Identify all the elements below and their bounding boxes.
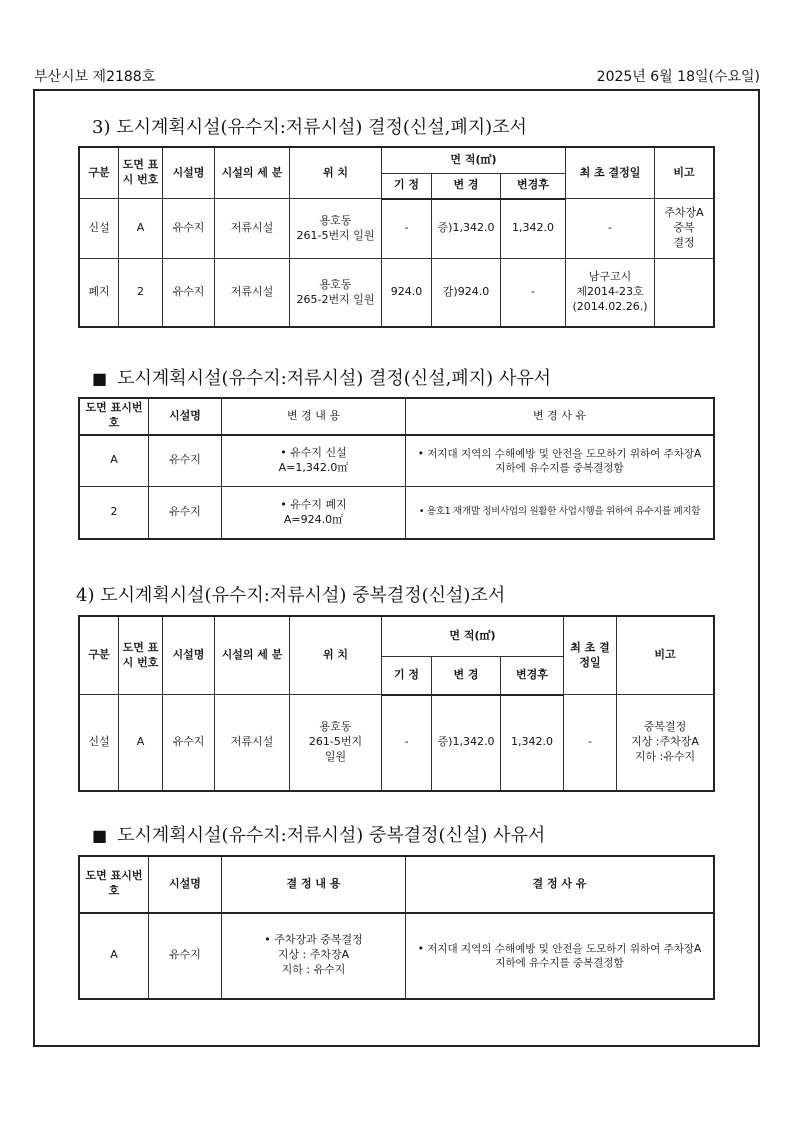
cell-after: 1,342.0 bbox=[501, 199, 566, 259]
cell-reason: • 저지대 지역의 수해예방 및 안전을 도모하기 위하여 주차장A 지하에 유수지를 중복결정함 bbox=[406, 913, 714, 999]
cell-class: 저류시설 bbox=[215, 695, 290, 791]
cell-existing: - bbox=[382, 199, 432, 259]
header-name: 시설명 bbox=[163, 617, 215, 695]
header-change: 변 경 bbox=[432, 174, 501, 199]
cell-remark: 주차장A 중복 결정 bbox=[655, 199, 714, 259]
header-name: 시설명 bbox=[149, 857, 222, 913]
header-initial: 최 초 결정일 bbox=[564, 617, 617, 695]
header-remark: 비고 bbox=[617, 617, 714, 695]
cell-no: A bbox=[119, 695, 163, 791]
header-remark: 비고 bbox=[655, 148, 714, 199]
cell-change: 증)1,342.0 bbox=[432, 199, 501, 259]
header-name: 시설명 bbox=[149, 399, 222, 435]
header-area: 면 적(㎡) bbox=[382, 617, 564, 657]
section3-reason-table bbox=[79, 398, 714, 539]
section3-table bbox=[79, 147, 714, 327]
cell-gubun: 폐지 bbox=[80, 259, 119, 327]
cell-content: • 주차장과 중복결정 지상 : 주차장A 지하 : 유수지 bbox=[222, 913, 406, 999]
cell-after: 1,342.0 bbox=[501, 695, 564, 791]
section4-reason-table bbox=[79, 856, 714, 999]
cell-no: 2 bbox=[119, 259, 163, 327]
cell-existing: 924.0 bbox=[382, 259, 432, 327]
cell-initial: 남구고시 제2014-23호 (2014.02.26.) bbox=[566, 259, 655, 327]
cell-name: 유수지 bbox=[149, 913, 222, 999]
section4-table bbox=[79, 616, 714, 791]
cell-gubun: 신설 bbox=[80, 199, 119, 259]
table-row bbox=[80, 695, 714, 791]
gazette-issue: 부산시보 제2188호 bbox=[34, 69, 156, 85]
header-after: 변경후 bbox=[501, 174, 566, 199]
header-area: 면 적(㎡) bbox=[382, 148, 566, 174]
cell-initial: - bbox=[564, 695, 617, 791]
cell-location: 용호동 261-5번지 일원 bbox=[290, 695, 382, 791]
header-gubun: 구분 bbox=[80, 148, 119, 199]
table-row bbox=[80, 259, 714, 327]
cell-gubun: 신설 bbox=[80, 695, 119, 791]
section4-title: 4) 도시계획시설(유수지:저류시설) 중복결정(신설)조서 bbox=[76, 585, 506, 606]
cell-reason: • 용호1 재개발 정비사업의 원활한 사업시행을 위하여 유수지를 폐지함 bbox=[406, 487, 714, 539]
square-bullet-icon: ■ bbox=[92, 369, 108, 388]
cell-after: - bbox=[501, 259, 566, 327]
table-row bbox=[80, 435, 714, 487]
cell-remark: 중복결정 지상 :주차장A 지하 :유수지 bbox=[617, 695, 714, 791]
header-existing: 기 정 bbox=[382, 174, 432, 199]
cell-location: 용호동 261-5번지 일원 bbox=[290, 199, 382, 259]
header-name: 시설명 bbox=[163, 148, 215, 199]
header-initial: 최 초 결정일 bbox=[566, 148, 655, 199]
header-location: 위 치 bbox=[290, 148, 382, 199]
header-change: 변 경 bbox=[432, 657, 501, 695]
header-reason: 변 경 사 유 bbox=[406, 399, 714, 435]
header-gubun: 구분 bbox=[80, 617, 119, 695]
header-location: 위 치 bbox=[290, 617, 382, 695]
cell-no: A bbox=[80, 913, 149, 999]
cell-content: • 유수지 폐지 A=924.0㎡ bbox=[222, 487, 406, 539]
header-content: 결 정 내 용 bbox=[222, 857, 406, 913]
header-no: 도면 표시번호 bbox=[80, 857, 149, 913]
cell-content: • 유수지 신설 A=1,342.0㎡ bbox=[222, 435, 406, 487]
header-domyeon: 도면 표시 번호 bbox=[119, 617, 163, 695]
cell-location: 용호동 265-2번지 일원 bbox=[290, 259, 382, 327]
header-class: 시설의 세 분 bbox=[215, 617, 290, 695]
cell-change: 감)924.0 bbox=[432, 259, 501, 327]
header-domyeon: 도면 표시 번호 bbox=[119, 148, 163, 199]
table-row bbox=[80, 913, 714, 999]
header-no: 도면 표시번호 bbox=[80, 399, 149, 435]
cell-no: 2 bbox=[80, 487, 149, 539]
section3-reason-title: ■ 도시계획시설(유수지:저류시설) 결정(신설,폐지) 사유서 bbox=[92, 368, 551, 389]
cell-initial: - bbox=[566, 199, 655, 259]
cell-name: 유수지 bbox=[149, 435, 222, 487]
cell-no: A bbox=[80, 435, 149, 487]
section3-title: 3) 도시계획시설(유수지:저류시설) 결정(신설,폐지)조서 bbox=[92, 117, 527, 138]
table-row bbox=[80, 487, 714, 539]
section4-reason-title: ■ 도시계획시설(유수지:저류시설) 중복결정(신설) 사유서 bbox=[92, 825, 546, 846]
cell-existing: - bbox=[382, 695, 432, 791]
header-class: 시설의 세 분 bbox=[215, 148, 290, 199]
header-content: 변 경 내 용 bbox=[222, 399, 406, 435]
header-after: 변경후 bbox=[501, 657, 564, 695]
header-reason: 결 정 사 유 bbox=[406, 857, 714, 913]
cell-change: 증)1,342.0 bbox=[432, 695, 501, 791]
cell-name: 유수지 bbox=[163, 695, 215, 791]
cell-name: 유수지 bbox=[163, 259, 215, 327]
gazette-date: 2025년 6월 18일(수요일) bbox=[596, 69, 760, 85]
cell-no: A bbox=[119, 199, 163, 259]
cell-name: 유수지 bbox=[149, 487, 222, 539]
header-existing: 기 정 bbox=[382, 657, 432, 695]
table-row bbox=[80, 199, 714, 259]
cell-class: 저류시설 bbox=[215, 259, 290, 327]
cell-class: 저류시설 bbox=[215, 199, 290, 259]
square-bullet-icon: ■ bbox=[92, 826, 108, 845]
cell-remark bbox=[655, 259, 714, 327]
cell-name: 유수지 bbox=[163, 199, 215, 259]
cell-reason: • 저지대 지역의 수해예방 및 안전을 도모하기 위하여 주차장A 지하에 유수지를 중복결정함 bbox=[406, 435, 714, 487]
